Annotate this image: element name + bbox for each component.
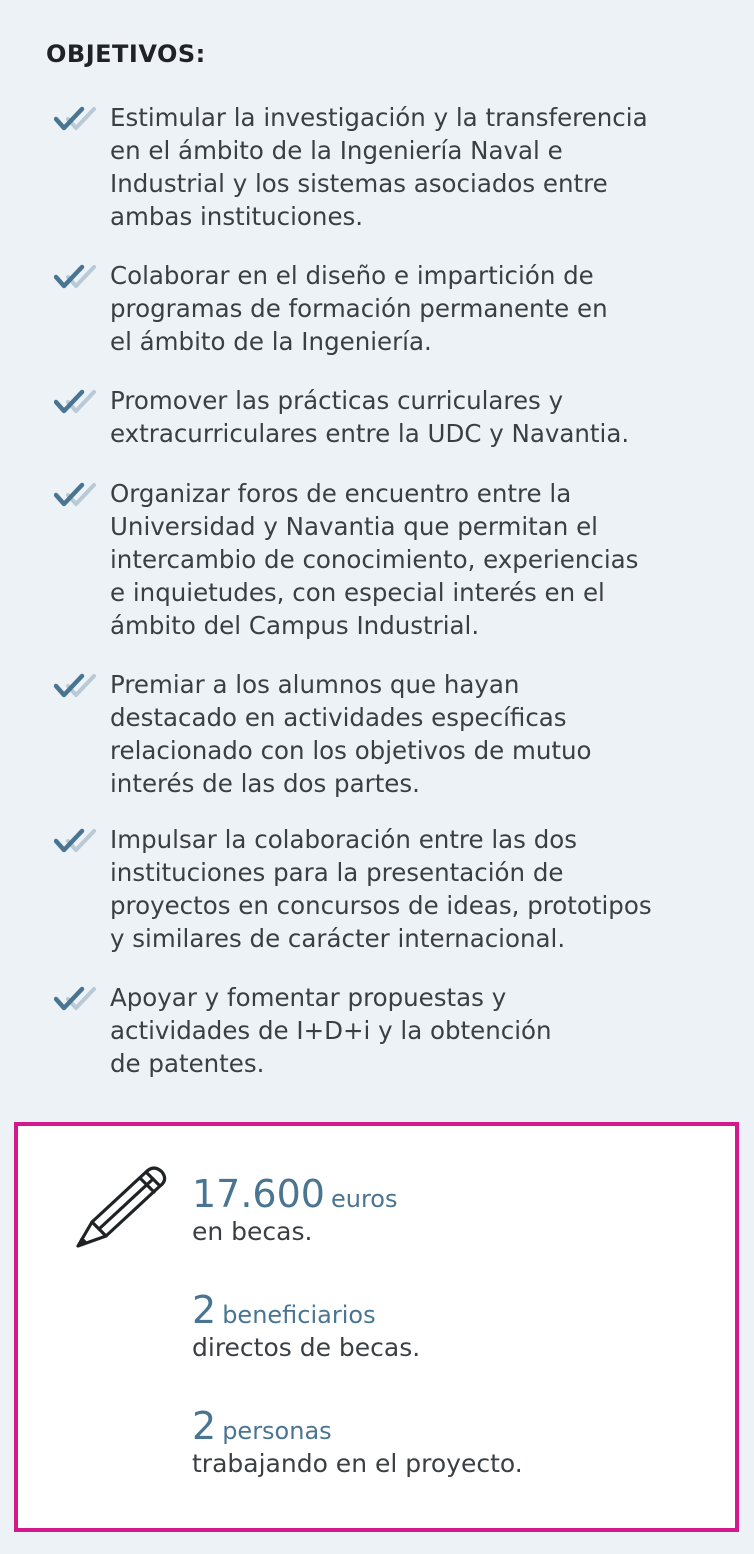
objective-line: extracurriculares entre la UDC y Navantia. [110,419,630,448]
objective-line: el ámbito de la Ingeniería. [110,327,432,356]
stat-number: 17.600 [192,1172,325,1216]
double-check-icon [54,827,96,855]
objective-line: e inquietudes, con especial interés en el [110,578,605,607]
objective-text [110,259,720,358]
double-check-icon [54,985,96,1013]
objective-text [110,823,720,955]
objective-line: intercambio de conocimiento, experiencias [110,545,639,574]
stat-description: en becas. [192,1217,313,1246]
stat-unit: personas [222,1417,332,1445]
double-check-icon [54,672,96,700]
stat-value-line [192,1404,712,1448]
objective-text [110,981,720,1080]
stats-box [14,1122,739,1532]
objective-line: Estimular la investigación y la transferencia [110,103,648,132]
stat-item [192,1404,712,1480]
stat-unit: euros [330,1185,398,1213]
stat-item [192,1172,712,1248]
stat-value-line [192,1172,712,1216]
objective-line: en el ámbito de la Ingeniería Naval e [110,136,563,165]
objective-line: Promover las prácticas curriculares y [110,386,564,415]
stat-value-line [192,1288,712,1332]
stat-item [192,1288,712,1364]
objective-line: Industrial y los sistemas asociados entre [110,169,608,198]
pencil-icon [70,1162,170,1250]
objective-line: Colaborar en el diseño e impartición de [110,261,594,290]
objective-line: ambas instituciones. [110,202,364,231]
double-check-icon [54,388,96,416]
objective-line: Apoyar y fomentar propuestas y [110,983,507,1012]
stat-unit: beneficiarios [222,1301,376,1329]
objective-line: Impulsar la colaboración entre las dos [110,825,577,854]
objectives-heading: OBJETIVOS: [46,40,206,68]
objective-line: Premiar a los alumnos que hayan [110,670,520,699]
objective-line: ámbito del Campus Industrial. [110,611,480,640]
objective-line: proyectos en concursos de ideas, prototipos [110,891,652,920]
objective-text [110,384,720,450]
objective-line: actividades de I+D+i y la obtención [110,1016,552,1045]
objective-line: instituciones para la presentación de [110,858,564,887]
double-check-icon [54,481,96,509]
objective-text [110,101,720,233]
objective-line: Organizar foros de encuentro entre la [110,479,572,508]
stat-number: 2 [192,1288,217,1332]
objective-text [110,477,720,642]
double-check-icon [54,263,96,291]
objective-line: programas de formación permanente en [110,294,608,323]
objective-line: Universidad y Navantia que permitan el [110,512,598,541]
stat-number: 2 [192,1404,217,1448]
objective-line: relacionado con los objetivos de mutuo [110,736,592,765]
objective-line: y similares de carácter internacional. [110,924,566,953]
objective-line: de patentes. [110,1049,265,1078]
objective-text [110,668,720,800]
objective-line: destacado en actividades específicas [110,703,567,732]
objective-line: interés de las dos partes. [110,769,420,798]
stat-description: directos de becas. [192,1333,421,1362]
stat-description: trabajando en el proyecto. [192,1449,523,1478]
double-check-icon [54,105,96,133]
